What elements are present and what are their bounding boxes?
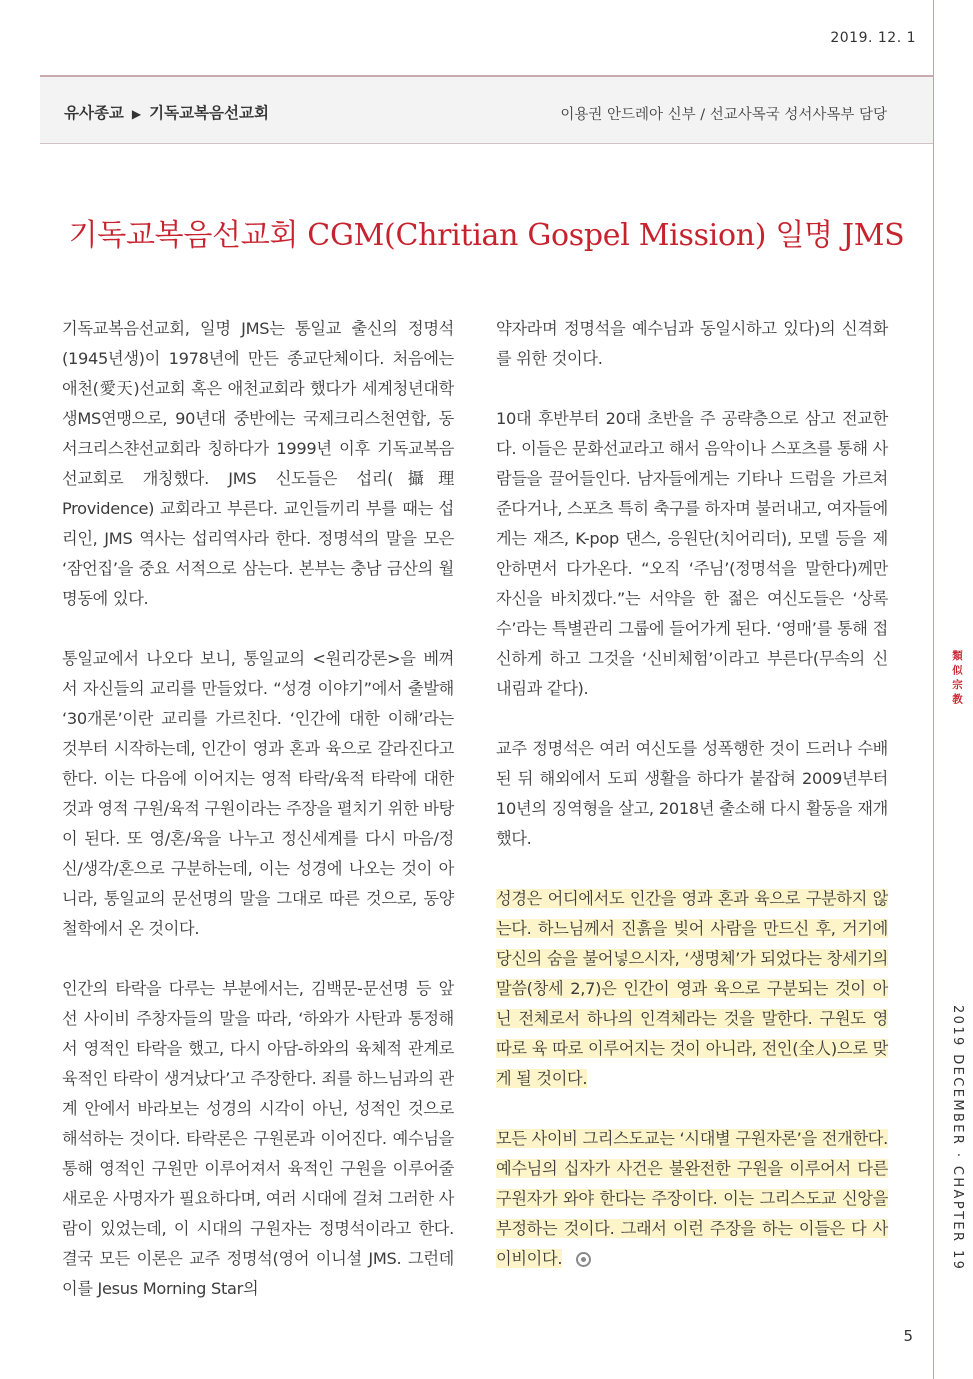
breadcrumb-arrow-icon: ▶ xyxy=(131,107,142,121)
paragraph: 인간의 타락을 다루는 부분에서는, 김백문-문선명 등 앞선 사이비 주창자들의 말을 따라, ‘하와가 사탄과 통정해서 영적인 타락을 했고, 다시 아담-하와의 육체적 관계로 육적인 타락이 생겨났다’고 주장한다. 죄를 하느님과의 관계 안에서 바라보는 성경의 시각이 아닌, 성적인 것으로 해석하는 것이다. 타락론은 구원론과 이어진다. 예수님을 통해 영적인 구원만 이루어져서 육적인 구원을 이루어줄 새로운 사명자가 필요하다며, 여러 시대에 걸쳐 그러한 사람이 있었는데, 이 시대의 구원자는 정명석이라고 한다. 결국 모든 이론은 교주 정명석(영어 이니셜 JMS. 그런데 이를 Jesus Morning Star의 xyxy=(62,979,454,1298)
issue-label: 2019 DECEMBER · CHAPTER 19 xyxy=(950,1005,965,1272)
article-title: 기독교복음선교회 CGM(Chritian Gospel Mission) 일명 JMS xyxy=(68,218,905,253)
end-mark-icon xyxy=(576,1252,591,1267)
highlighted-paragraph xyxy=(496,1124,888,1274)
highlight-text: 성경은 어디에서도 인간을 영과 혼과 육으로 구분하지 않는다. 하느님께서 진흙을 빚어 사람을 만드신 후, 거기에 당신의 숨을 불어넣으시자, ‘생명체’가 되었다는 창세기의 말씀(창세 2,7)은 인간이 영과 육으로 구분되는 것이 아닌 전체로서 하나의 인격체라는 것을 말한다. 구원도 영 따로 육 따로 이루어지는 것이 아니라, 전인(全人)으로 맞게 될 것이다. xyxy=(496,889,888,1088)
margin-rule xyxy=(933,0,934,1379)
paragraph: 10대 후반부터 20대 초반을 주 공략층으로 삼고 전교한다. 이들은 문화선교라고 해서 음악이나 스포츠를 통해 사람들을 끌어들인다. 남자들에게는 기타나 드럼을 가르쳐준다거나, 스포츠 특히 축구를 하자며 불러내고, 여자들에게는 재즈, K-pop 댄스, 응원단(치어리더), 모델 등을 제안하면서 다가온다. “오직 ‘주님’(정명석을 말한다)께만 자신을 바치겠다.”는 서약을 한 젊은 여신도들은 ‘상록수’라는 특별관리 그룹에 들어가게 된다. ‘영매’를 통해 접신하게 하고 그것을 ‘신비체험’이라고 부른다(무속의 신내림과 같다). xyxy=(496,409,888,698)
paragraph: 교주 정명석은 여러 여신도를 성폭행한 것이 드러나 수배된 뒤 해외에서 도피 생활을 하다가 붙잡혀 2009년부터 10년의 징역형을 살고, 2018년 출소해 다시 활동을 재개했다. xyxy=(496,739,888,848)
header-bottom-rule xyxy=(40,143,933,144)
category-tag: 類似宗教 xyxy=(951,650,963,708)
highlighted-paragraph xyxy=(496,884,888,1094)
paragraph: 기독교복음선교회, 일명 JMS는 통일교 출신의 정명석(1945년생)이 1978년에 만든 종교단체이다. 처음에는 애천(愛天)선교회 혹은 애천교회라 했다가 세계청년대학생MS연맹으로, 90년대 중반에는 국제크리스천연합, 동서크리스챤선교회라 칭하다가 1999년 이후 기독교복음선교회로 개칭했다. JMS 신도들은 섭리(攝理 Providence) 교회라고 부른다. 교인들끼리 부를 때는 섭리인, JMS 역사는 섭리역사라 한다. 정명석의 말을 모은 ‘잠언집’을 중요 서적으로 삼는다. 본부는 충남 금산의 월명동에 있다. xyxy=(62,319,454,608)
highlight-text: 모든 사이비 그리스도교는 ‘시대별 구원자론’을 전개한다. 예수님의 십자가 사건은 불완전한 구원을 이루어서 다른 구원자가 와야 한다는 주장이다. 이는 그리스도교 신앙을 부정하는 것이다. 그래서 이런 주장을 하는 이들은 다 사이비이다. xyxy=(496,1129,888,1268)
paragraph: 통일교에서 나오다 보니, 통일교의 <원리강론>을 베껴서 자신들의 교리를 만들었다. “성경 이야기”에서 출발해 ‘30개론’이란 교리를 가르친다. ‘인간에 대한 이해’라는 것부터 시작하는데, 인간이 영과 혼과 육으로 갈라진다고 한다. 이는 다음에 이어지는 영적 타락/육적 타락에 대한 것과 영적 구원/육적 구원이라는 주장을 펼치기 위한 바탕이 된다. 또 영/혼/육을 나누고 정신세계를 다시 마음/정신/생각/혼으로 구분하는데, 이는 성경에 나오는 것이 아니라, 통일교의 문선명의 말을 그대로 따른 것으로, 동양철학에서 온 것이다. xyxy=(62,649,454,938)
author-byline: 이용권 안드레아 신부 / 선교사목국 성서사목부 담당 xyxy=(560,107,887,123)
right-column xyxy=(496,314,888,1304)
left-column xyxy=(62,314,454,1334)
issue-date: 2019. 12. 1 xyxy=(830,30,916,46)
breadcrumb-topic: 기독교복음선교회 xyxy=(149,104,269,122)
paragraph: 약자라며 정명석을 예수님과 동일시하고 있다)의 신격화를 위한 것이다. xyxy=(496,319,888,368)
breadcrumb-section: 유사종교 xyxy=(64,104,124,122)
page-number: 5 xyxy=(903,1327,913,1345)
breadcrumb xyxy=(64,101,269,123)
